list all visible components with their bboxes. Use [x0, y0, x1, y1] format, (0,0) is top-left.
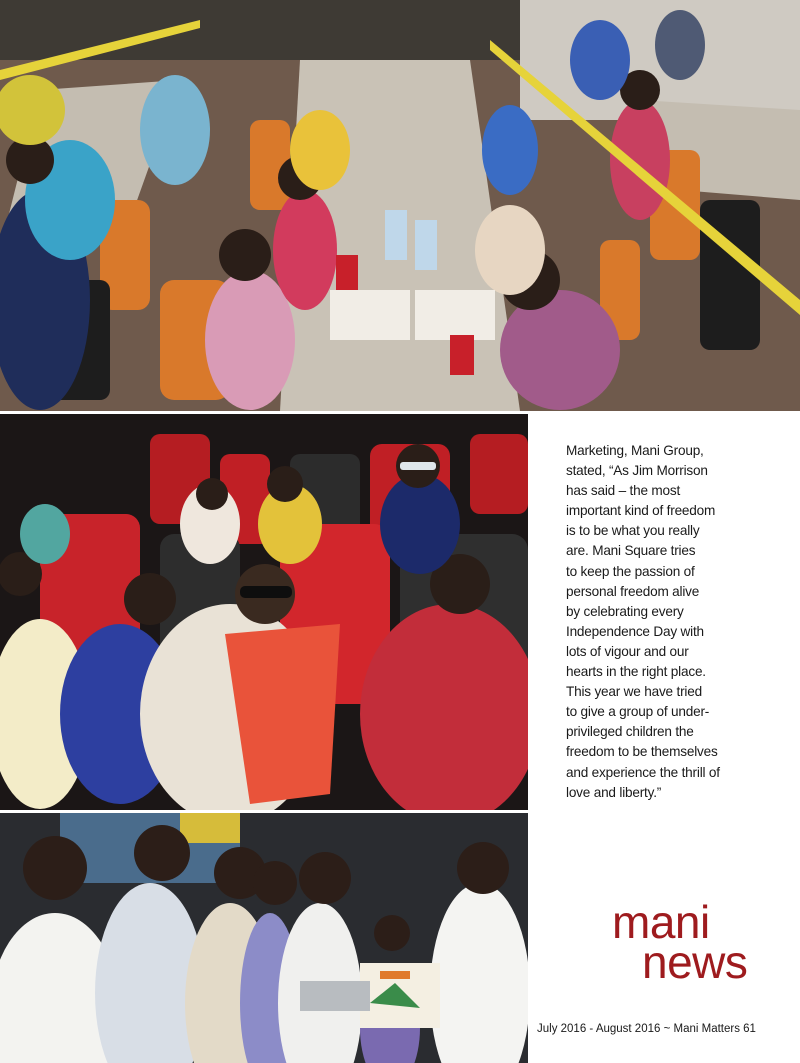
quote-line: personal freedom alive — [566, 583, 700, 599]
photo-group — [0, 813, 528, 1063]
page-footer: July 2016 - August 2016 ~ Mani Matters 61 — [537, 1023, 756, 1035]
quote-line: to keep the passion of — [566, 563, 695, 579]
quote-line: to give a group of under- — [566, 704, 710, 720]
mani-news-logo — [612, 896, 772, 988]
quote-line: has said – the most — [566, 483, 681, 499]
brand-word-news: news — [642, 936, 748, 988]
quote-line: and experience the thrill of — [566, 764, 720, 780]
brand-word-mani: mani — [612, 896, 710, 948]
quote-line: important kind of freedom — [566, 503, 716, 519]
quote-line: Independence Day with — [566, 623, 704, 639]
photo-food-court — [0, 0, 800, 411]
quote-line: privileged children the — [566, 724, 694, 740]
photo-theatre — [0, 414, 528, 810]
quote-line: are. Mani Square tries — [566, 543, 696, 559]
quote-line: love and liberty.” — [566, 784, 662, 800]
quote-line: stated, “As Jim Morrison — [566, 463, 708, 479]
quote-line: by celebrating every — [566, 603, 684, 619]
quote-line: This year we have tried — [566, 684, 702, 700]
quote-text — [566, 441, 766, 803]
quote-line: is to be what you really — [566, 523, 700, 539]
quote-line: Marketing, Mani Group, — [566, 443, 704, 458]
quote-line: lots of vigour and our — [566, 643, 689, 659]
quote-line: hearts in the right place. — [566, 664, 706, 680]
quote-line: freedom to be themselves — [566, 744, 718, 760]
